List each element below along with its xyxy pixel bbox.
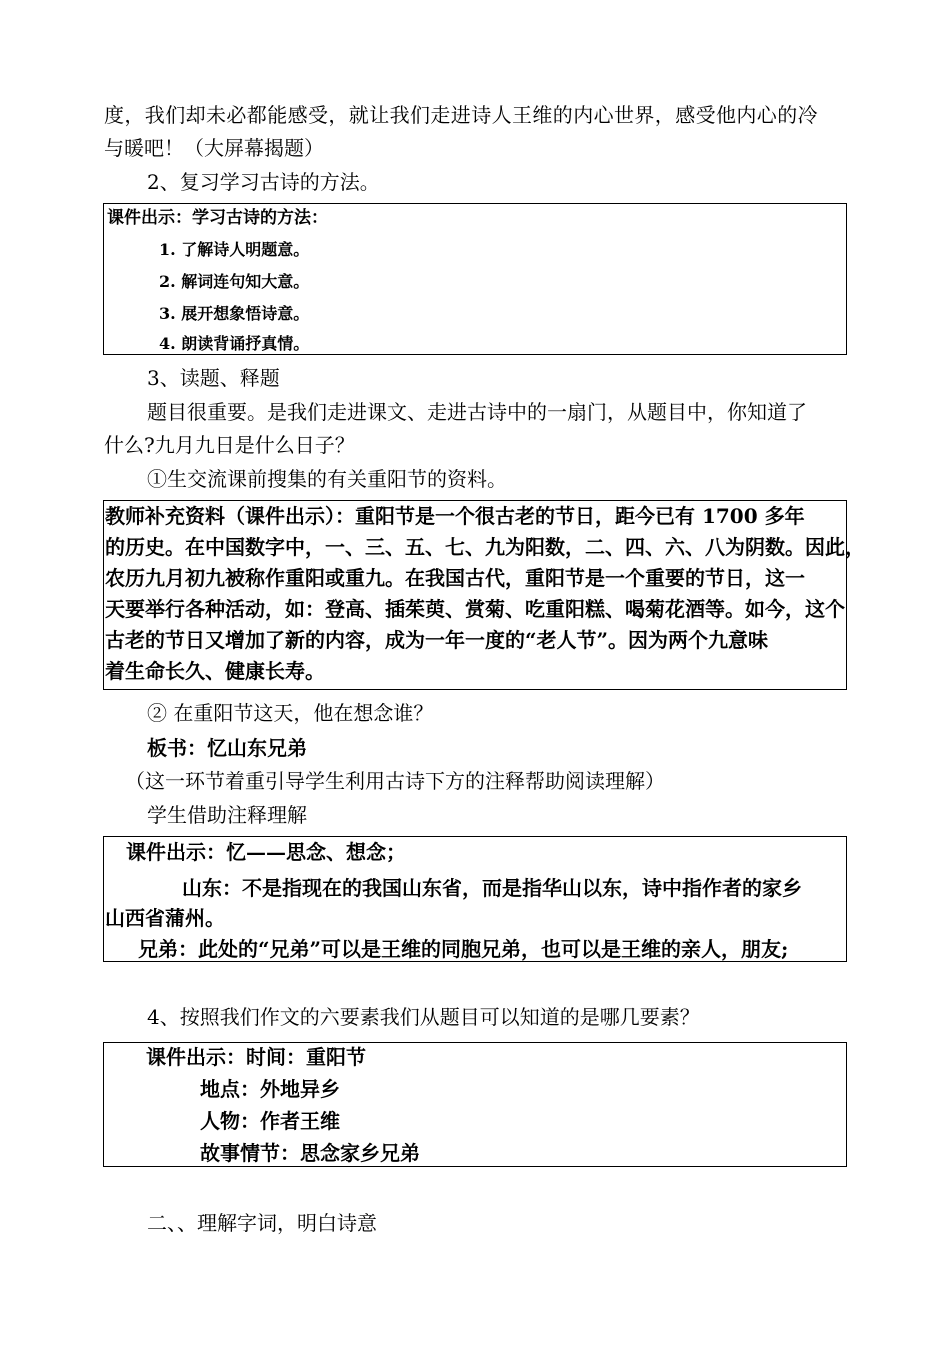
annotation-box (103, 836, 847, 962)
annotation-line-4: 兄弟：此处的“兄弟”可以是王维的同胞兄弟，也可以是王维的亲人，朋友; (138, 937, 789, 961)
elements-line-3: 人物：作者王维 (200, 1109, 340, 1133)
intro-line-2: 与暖吧！（大屏幕揭题） (104, 136, 324, 160)
teacher-material-line: 农历九月初九被称作重阳或重九。在我国古代，重阳节是一个重要的节日，这一 (105, 566, 805, 590)
teacher-material-line: 的历史。在中国数字中，一、三、五、七、九为阳数，二、四、六、八为阴数。因此， (105, 535, 865, 559)
study-method-box (103, 203, 847, 355)
student-line: 学生借助注释理解 (147, 803, 307, 827)
teacher-material-line: 着生命长久、健康长寿。 (105, 659, 325, 683)
board-writing: 板书：忆山东兄弟 (147, 736, 307, 760)
step3-heading: 3、读题、释题 (147, 366, 280, 390)
teacher-material-line: 天要举行各种活动，如：登高、插茱萸、赏菊、吃重阳糕、喝菊花酒等。如今，这个 (105, 597, 845, 621)
study-method-item-2: 2. 解词连句知大意。 (159, 272, 310, 291)
section2-heading: 二、、理解字词，明白诗意 (147, 1211, 377, 1235)
teacher-material-line: 古老的节日又增加了新的内容，成为一年一度的“老人节”。因为两个九意味 (105, 628, 769, 652)
annotation-line-3: 山西省蒲州。 (105, 906, 225, 930)
teacher-material-line: 教师补充资料（课件出示）：重阳节是一个很古老的节日，距今已有 1700 多年 (105, 504, 805, 528)
step3-para-line-1: 题目很重要。是我们走进课文、走进古诗中的一扇门，从题目中，你知道了 (147, 400, 807, 424)
elements-line-2: 地点：外地异乡 (200, 1077, 340, 1101)
annotation-line-2: 山东：不是指现在的我国山东省，而是指华山以东，诗中指作者的家乡 (182, 876, 802, 900)
elements-line-1: 课件出示：时间：重阳节 (146, 1045, 366, 1069)
step4-heading: 4、按照我们作文的六要素我们从题目可以知道的是哪几要素？ (147, 1005, 700, 1029)
study-method-item-4: 4. 朗读背诵抒真情。 (159, 334, 310, 353)
study-method-title: 课件出示：学习古诗的方法： (107, 208, 328, 228)
intro-line-1: 度，我们却未必都能感受，就让我们走进诗人王维的内心世界，感受他内心的冷 (104, 103, 818, 127)
annotation-line-1: 课件出示：忆——思念、想念； (126, 840, 406, 864)
elements-line-4: 故事情节：思念家乡兄弟 (200, 1141, 420, 1165)
study-method-item-1: 1. 了解诗人明题意。 (159, 240, 310, 259)
teacher-material-box (103, 500, 865, 690)
study-method-item-3: 3. 展开想象悟诗意。 (159, 304, 310, 323)
step3-sub-1: ①生交流课前搜集的有关重阳节的资料。 (147, 467, 507, 491)
step3-para-line-2: 什么?九月九日是什么日子？ (104, 433, 355, 457)
guidance-note: （这一环节着重引导学生利用古诗下方的注释帮助阅读理解） (125, 769, 665, 793)
step2-heading: 2、复习学习古诗的方法。 (147, 170, 380, 194)
step3-sub-2: ② 在重阳节这天，他在想念谁？ (147, 701, 434, 725)
elements-box (103, 1042, 847, 1167)
